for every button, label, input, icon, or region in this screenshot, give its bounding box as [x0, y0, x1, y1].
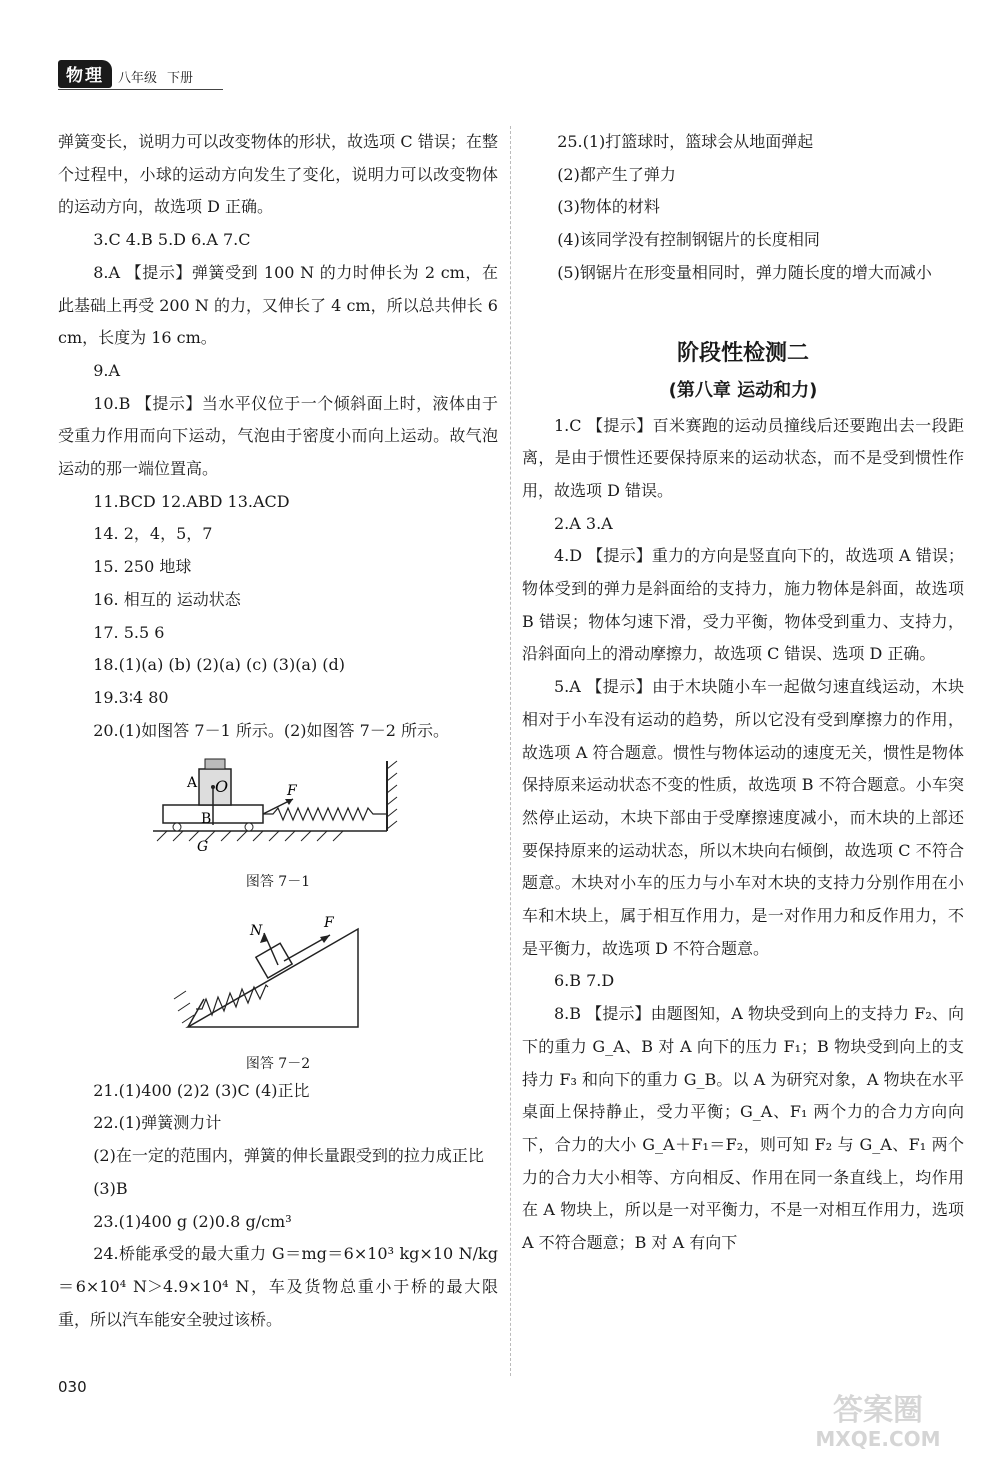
- answer-para: 22.(1)弹簧测力计: [93, 1113, 222, 1133]
- fig1-label-f: F: [287, 783, 297, 800]
- figure-7-2-diagram: [168, 899, 388, 1039]
- answer-para: 1.C 【提示】百米赛跑的运动员撞线后还要跑出去一段距离，是由于惯性还要保持原来的运动状态，而不是受到惯性作用，故选项 D 错误。: [522, 415, 964, 500]
- volume-label: 下册: [167, 71, 194, 86]
- section-title: 阶段性检测二: [676, 340, 809, 366]
- subject-label: 物理: [58, 60, 112, 88]
- figure-7-1-caption: 图答 7－1: [245, 874, 311, 891]
- answer-para: 17. 5.5 6: [93, 622, 165, 642]
- answer-para: 9.A: [93, 360, 121, 380]
- column-divider: [510, 126, 511, 1376]
- answer-para: 6.B 7.D: [554, 971, 615, 991]
- fig1-label-g: G: [197, 839, 209, 856]
- answer-para: 16. 相互的 运动状态: [93, 589, 241, 609]
- figure-7-1: [58, 747, 498, 893]
- page-number: 030: [58, 1378, 87, 1396]
- fig1-label-o: O: [215, 777, 229, 797]
- answer-para: (2)都产生了弹力: [557, 164, 676, 184]
- answer-para: 24.桥能承受的最大重力 G＝mg＝6×10³ kg×10 N/kg＝6×10⁴ N＞4.9×10⁴ N，车及货物总重小于桥的最大限重，所以汽车能安全驶过该桥。: [58, 1244, 498, 1329]
- answer-para: 8.A 【提示】弹簧受到 100 N 的力时伸长为 2 cm，在此基础上再受 200 N 的力，又伸长了 4 cm，所以总共伸长 6 cm，长度为 16 cm。: [58, 262, 498, 348]
- figure-7-1-diagram: [143, 747, 413, 857]
- grade-label: 八年级: [118, 71, 158, 86]
- section-subtitle: (第八章 运动和力): [668, 379, 818, 401]
- answer-para: 15. 250 地球: [93, 557, 192, 577]
- answer-para: (2)在一定的范围内，弹簧的伸长量跟受到的拉力成正比: [93, 1146, 484, 1166]
- answer-para: 3.C 4.B 5.D 6.A 7.C: [93, 230, 251, 250]
- answer-para: 14. 2，4，5，7: [93, 524, 213, 544]
- left-column: [58, 126, 498, 1336]
- answer-para: 2.A 3.A: [554, 513, 613, 533]
- figure-7-2: [58, 899, 498, 1075]
- answer-para: 23.(1)400 g (2)0.8 g/cm³: [93, 1211, 292, 1231]
- fig2-label-n: N: [250, 923, 263, 940]
- answer-para: 5.A 【提示】由于木块随小车一起做匀速直线运动，木块相对于小车没有运动的趋势，所以它没有受到摩擦力的作用，故选项 A 符合题意。惯性与物体运动的速度无关，惯性是物体保持原来运动状态不变的性质，故选项 B 不符合题意。小车突然停止运动，木块下部由于受摩擦速度减小，而木块的上部还要保持原来的运动状态，所以木块向右倾倒，故选项 C 不符合题意。木块对小车的压力与小车对木块的支持力分别作用在小车和木块上，属于相互作用力，是一对作用力和反作用力，不是平衡力，故选项 D 不符合题意。: [522, 677, 964, 958]
- answer-para: 8.B 【提示】由题图知，A 物块受到向上的支持力 F₂、向下的重力 G_A、B 对 A 向下的压力 F₁；B 物块受到向上的支持力 F₃ 和向下的重力 G_B。以 A 为研究对象，A 物块在水平桌面上保持静止，受力平衡；G_A、F₁ 两个力的合力方向向下，合力的大小 G_A＋F₁＝F₂，则可知 F₂ 与 G_A、F₁ 两个力的合力大小相等、方向相反、作用在同一条直线上，均作用在 A 物块上，所以是一对平衡力，不是一对相互作用力，选项 A 不符合题意；B 对 A 有向下: [522, 1004, 964, 1253]
- answer-para: (3)B: [93, 1178, 128, 1198]
- answer-para: 18.(1)(a) (b) (2)(a) (c) (3)(a) (d): [93, 655, 346, 675]
- header-rule: [58, 89, 223, 90]
- figure-7-2-caption: 图答 7－2: [245, 1055, 311, 1072]
- page-header: [58, 62, 193, 88]
- answer-para: 4.D 【提示】重力的方向是竖直向下的，故选项 A 错误；物体受到的弹力是斜面给的支持力，施力物体是斜面，故选项 B 错误；物体匀速下滑，受力平衡，物体受到重力、支持力，沿斜面向上的滑动摩擦力，故选项 C 错误、选项 D 正确。: [522, 546, 964, 664]
- watermark-line2: MXQE.COM: [815, 1427, 941, 1451]
- watermark-line1: 答案圈: [833, 1393, 923, 1428]
- answer-para: 弹簧变长，说明力可以改变物体的形状，故选项 C 错误；在整个过程中，小球的运动方向发生了变化，说明力可以改变物体的运动方向，故选项 D 正确。: [58, 132, 498, 217]
- answer-para: 10.B 【提示】当水平仪位于一个倾斜面上时，液体由于受重力作用而向下运动，气泡由于密度小而向上运动。故气泡运动的那一端位置高。: [58, 393, 498, 479]
- watermark-logo: [778, 1386, 978, 1452]
- answer-para: (4)该同学没有控制钢锯片的长度相同: [557, 230, 820, 250]
- answer-para: 21.(1)400 (2)2 (3)C (4)正比: [93, 1080, 310, 1100]
- answer-para: 11.BCD 12.ABD 13.ACD: [93, 491, 290, 511]
- fig1-label-b: B: [201, 811, 212, 828]
- answer-para: 19.3∶4 80: [93, 687, 169, 707]
- answer-para: 25.(1)打篮球时，篮球会从地面弹起: [557, 132, 814, 151]
- fig2-label-f: F: [324, 915, 334, 932]
- answer-para: (5)钢锯片在形变量相同时，弹力随长度的增大而减小: [557, 262, 932, 282]
- answer-para: (3)物体的材料: [557, 197, 660, 217]
- answer-para: 20.(1)如图答 7－1 所示。(2)如图答 7－2 所示。: [93, 720, 450, 740]
- right-column: [522, 126, 964, 1260]
- fig1-label-a: A: [187, 775, 198, 792]
